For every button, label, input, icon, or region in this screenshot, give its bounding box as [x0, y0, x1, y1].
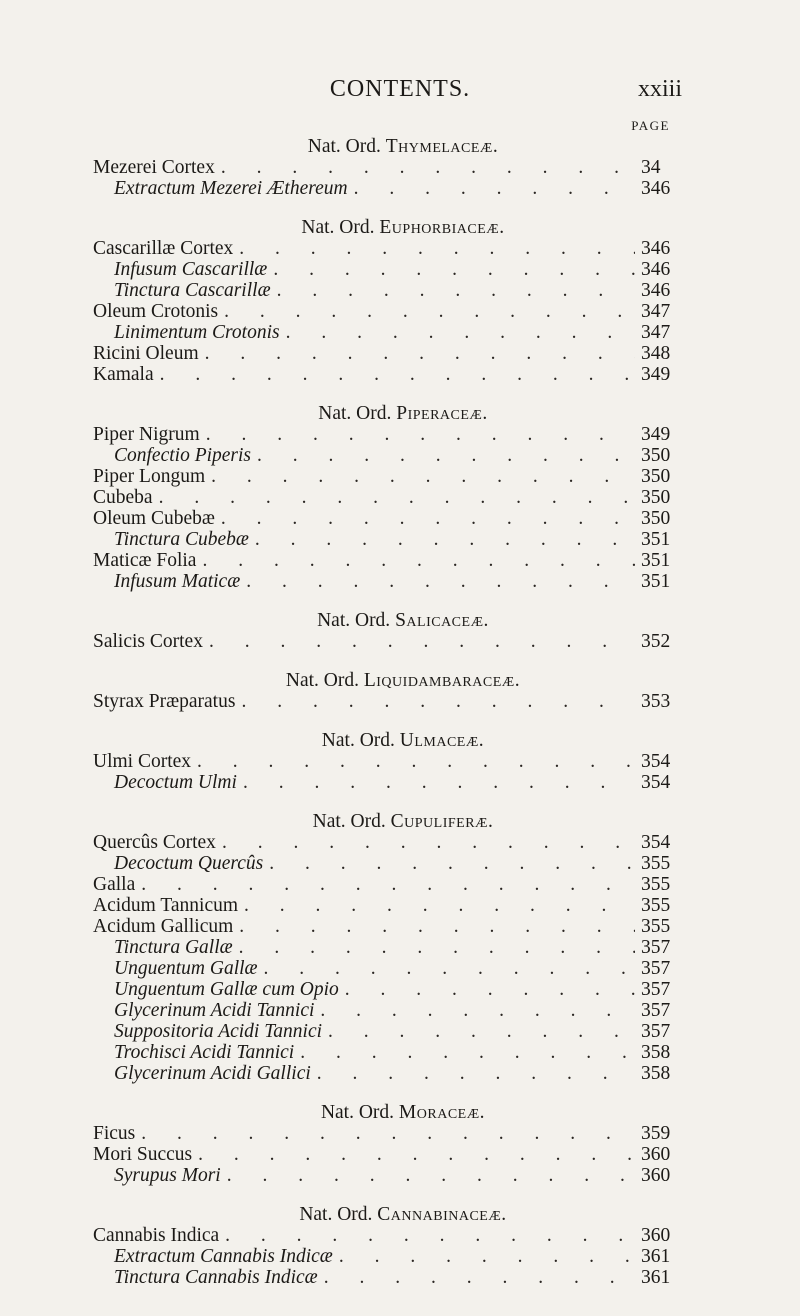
- entry-page-number: 357: [641, 958, 671, 979]
- entry-title: Glycerinum Acidi Gallici: [114, 1063, 311, 1084]
- entry-title: Mori Succus: [93, 1144, 193, 1165]
- section-gap: [93, 592, 683, 610]
- entry-title: Quercûs Cortex: [93, 832, 216, 853]
- section-name: Salicaceæ.: [395, 610, 489, 631]
- entry-page-number: 353: [641, 691, 671, 712]
- dot-leader: [205, 343, 635, 364]
- entry-page-number: 354: [641, 772, 671, 793]
- dot-leader: [241, 691, 635, 712]
- entry-title: Oleum Cubebæ: [93, 508, 215, 529]
- dot-leader: [141, 1123, 635, 1144]
- section-gap: [93, 652, 683, 670]
- section-name: Cupuliferæ.: [390, 811, 494, 832]
- contents-entry[interactable]: [93, 424, 683, 445]
- entry-page-number: 347: [641, 322, 671, 343]
- contents-entry[interactable]: [93, 1225, 683, 1246]
- section-name: Liquidambaraceæ.: [363, 670, 521, 691]
- contents-entry[interactable]: [93, 445, 683, 466]
- contents-entry[interactable]: [93, 832, 683, 853]
- dot-leader: [221, 508, 635, 529]
- entry-page-number: 355: [641, 874, 671, 895]
- entry-title: Confectio Piperis: [114, 445, 252, 466]
- entry-page-number: 348: [641, 343, 671, 364]
- dot-leader: [221, 157, 635, 178]
- contents-entry[interactable]: [93, 571, 683, 592]
- contents-entry[interactable]: [93, 631, 683, 652]
- dot-leader: [339, 1246, 635, 1267]
- entry-page-number: 347: [641, 301, 671, 322]
- entry-title: Oleum Crotonis: [93, 301, 219, 322]
- dot-leader: [246, 571, 635, 592]
- entry-title: Linimentum Crotonis: [114, 322, 280, 343]
- entry-title: Mezerei Cortex: [93, 157, 215, 178]
- entry-page-number: 361: [641, 1267, 671, 1288]
- section-heading: [93, 403, 683, 424]
- dot-leader: [239, 937, 635, 958]
- entry-page-number: 357: [641, 1021, 671, 1042]
- section-gap: [93, 712, 683, 730]
- contents-entry[interactable]: [93, 916, 683, 937]
- dot-leader: [324, 1267, 635, 1288]
- contents-entry[interactable]: [93, 487, 683, 508]
- entry-title: Maticæ Folia: [93, 550, 197, 571]
- entry-title: Infusum Maticæ: [114, 571, 241, 592]
- contents-entry[interactable]: [93, 301, 683, 322]
- dot-leader: [273, 259, 635, 280]
- entry-title: Salicis Cortex: [93, 631, 203, 652]
- entry-page-number: 359: [641, 1123, 671, 1144]
- contents-entry[interactable]: [93, 958, 683, 979]
- contents-entry[interactable]: [93, 751, 683, 772]
- section-heading: [93, 1204, 683, 1225]
- section-heading: [93, 811, 683, 832]
- entry-page-number: 355: [641, 895, 671, 916]
- contents-entry[interactable]: [93, 238, 683, 259]
- section-prefix: Nat. Ord.: [312, 811, 386, 832]
- entry-title: Tinctura Gallæ: [114, 937, 233, 958]
- contents-entry[interactable]: [93, 1021, 683, 1042]
- entry-title: Tinctura Cascarillæ: [114, 280, 271, 301]
- section-gap: [93, 1186, 683, 1204]
- entry-page-number: 351: [641, 550, 671, 571]
- entry-title: Galla: [93, 874, 136, 895]
- contents-entry[interactable]: [93, 979, 683, 1000]
- section-name: Piperaceæ.: [396, 403, 488, 424]
- contents-entry[interactable]: [93, 550, 683, 571]
- contents-entry[interactable]: [93, 874, 683, 895]
- entry-page-number: 350: [641, 466, 671, 487]
- contents-entry[interactable]: [93, 343, 683, 364]
- entry-title: Styrax Præparatus: [93, 691, 236, 712]
- entry-title: Kamala: [93, 364, 154, 385]
- dot-leader: [211, 466, 635, 487]
- entry-title: Trochisci Acidi Tannici: [114, 1042, 295, 1063]
- dot-leader: [160, 364, 635, 385]
- dot-leader: [244, 895, 635, 916]
- dot-leader: [257, 445, 635, 466]
- contents-entry[interactable]: [93, 280, 683, 301]
- dot-leader: [197, 751, 635, 772]
- entry-title: Unguentum Gallæ cum Opio: [114, 979, 339, 1000]
- dot-leader: [239, 238, 635, 259]
- entry-page-number: 350: [641, 445, 671, 466]
- contents-entry[interactable]: [93, 1063, 683, 1084]
- entry-title: Decoctum Quercûs: [114, 853, 264, 874]
- entry-page-number: 346: [641, 259, 671, 280]
- section-prefix: Nat. Ord.: [299, 1204, 373, 1225]
- entry-page-number: 358: [641, 1063, 671, 1084]
- entry-page-number: 358: [641, 1042, 671, 1063]
- contents-entry[interactable]: [93, 1144, 683, 1165]
- section-heading: [93, 1102, 683, 1123]
- dot-leader: [209, 631, 635, 652]
- running-head: [0, 76, 800, 106]
- dot-leader: [300, 1042, 635, 1063]
- entry-page-number: 349: [641, 364, 671, 385]
- section-prefix: Nat. Ord.: [321, 730, 395, 751]
- entry-page-number: 351: [641, 571, 671, 592]
- section-prefix: Nat. Ord.: [285, 670, 359, 691]
- dot-leader: [202, 550, 635, 571]
- entry-page-number: 351: [641, 529, 671, 550]
- contents-entry[interactable]: [93, 178, 683, 199]
- dot-leader: [206, 424, 635, 445]
- entry-title: Cascarillæ Cortex: [93, 238, 234, 259]
- section-heading: [93, 610, 683, 631]
- entry-page-number: 355: [641, 916, 671, 937]
- entry-page-number: 357: [641, 1000, 671, 1021]
- entry-page-number: 354: [641, 832, 671, 853]
- section-name: Thymelaceæ.: [385, 136, 499, 157]
- entry-title: Unguentum Gallæ: [114, 958, 258, 979]
- entry-page-number: 350: [641, 487, 671, 508]
- contents-entry[interactable]: [93, 691, 683, 712]
- contents-entry[interactable]: [93, 937, 683, 958]
- entry-title: Cubeba: [93, 487, 153, 508]
- entry-title: Acidum Tannicum: [93, 895, 239, 916]
- entry-title: Decoctum Ulmi: [114, 772, 237, 793]
- contents-entry[interactable]: [93, 259, 683, 280]
- section-prefix: Nat. Ord.: [320, 1102, 395, 1123]
- entry-title: Syrupus Mori: [114, 1165, 221, 1186]
- entry-title: Piper Nigrum: [93, 424, 200, 445]
- dot-leader: [269, 853, 635, 874]
- entry-title: Extractum Cannabis Indicæ: [114, 1246, 333, 1267]
- entry-page-number: 360: [641, 1144, 671, 1165]
- entry-page-number: 354: [641, 751, 671, 772]
- page-column-label: PAGE: [631, 118, 670, 133]
- entry-page-number: 355: [641, 853, 671, 874]
- dot-leader: [224, 301, 635, 322]
- contents-entry[interactable]: [93, 853, 683, 874]
- contents-entry[interactable]: [93, 1000, 683, 1021]
- page-title: CONTENTS.: [329, 76, 471, 102]
- section-gap: [93, 793, 683, 811]
- section-name: Moraceæ.: [398, 1102, 486, 1123]
- section-heading: [93, 670, 683, 691]
- dot-leader: [222, 832, 635, 853]
- dot-leader: [328, 1021, 635, 1042]
- entry-title: Infusum Cascarillæ: [114, 259, 268, 280]
- dot-leader: [345, 979, 635, 1000]
- contents-entry[interactable]: [93, 895, 683, 916]
- section-prefix: Nat. Ord.: [317, 610, 391, 631]
- contents-entry[interactable]: [93, 1042, 683, 1063]
- contents-list: [93, 136, 683, 1288]
- section-prefix: Nat. Ord.: [318, 403, 392, 424]
- dot-leader: [277, 280, 635, 301]
- dot-leader: [227, 1165, 635, 1186]
- entry-page-number: 360: [641, 1225, 671, 1246]
- dot-leader: [141, 874, 635, 895]
- section-prefix: Nat. Ord.: [307, 136, 381, 157]
- contents-entry[interactable]: [93, 772, 683, 793]
- entry-title: Acidum Gallicum: [93, 916, 234, 937]
- entry-page-number: 34: [641, 157, 661, 178]
- section-name: Cannabinaceæ.: [377, 1204, 507, 1225]
- contents-entry[interactable]: [93, 1267, 683, 1288]
- entry-title: Tinctura Cubebæ: [114, 529, 249, 550]
- entry-title: Tinctura Cannabis Indicæ: [114, 1267, 318, 1288]
- section-gap: [93, 199, 683, 217]
- entry-page-number: 357: [641, 979, 671, 1000]
- entry-page-number: 346: [641, 178, 671, 199]
- section-heading: [93, 217, 683, 238]
- dot-leader: [354, 178, 635, 199]
- entry-page-number: 346: [641, 238, 671, 259]
- dot-leader: [320, 1000, 635, 1021]
- section-name: Euphorbiaceæ.: [379, 217, 505, 238]
- dot-leader: [159, 487, 635, 508]
- entry-title: Ficus: [93, 1123, 136, 1144]
- contents-entry[interactable]: [93, 508, 683, 529]
- entry-page-number: 352: [641, 631, 671, 652]
- entry-title: Ulmi Cortex: [93, 751, 192, 772]
- entry-page-number: 346: [641, 280, 671, 301]
- contents-entry[interactable]: [93, 1123, 683, 1144]
- contents-entry[interactable]: [93, 466, 683, 487]
- entry-page-number: 357: [641, 937, 671, 958]
- page-number: xxiii: [637, 76, 682, 102]
- section-gap: [93, 1084, 683, 1102]
- contents-entry[interactable]: [93, 322, 683, 343]
- section-prefix: Nat. Ord.: [301, 217, 375, 238]
- entry-page-number: 360: [641, 1165, 671, 1186]
- contents-entry[interactable]: [93, 157, 683, 178]
- section-gap: [93, 385, 683, 403]
- dot-leader: [255, 529, 635, 550]
- dot-leader: [239, 916, 635, 937]
- dot-leader: [264, 958, 635, 979]
- dot-leader: [286, 322, 635, 343]
- entry-title: Glycerinum Acidi Tannici: [114, 1000, 315, 1021]
- section-name: Ulmaceæ.: [399, 730, 485, 751]
- contents-entry[interactable]: [93, 1246, 683, 1267]
- section-heading: [93, 730, 683, 751]
- dot-leader: [198, 1144, 635, 1165]
- contents-entry[interactable]: [93, 364, 683, 385]
- entry-title: Extractum Mezerei Æthereum: [114, 178, 348, 199]
- entry-title: Piper Longum: [93, 466, 206, 487]
- entry-page-number: 350: [641, 508, 671, 529]
- entry-title: Cannabis Indica: [93, 1225, 220, 1246]
- dot-leader: [317, 1063, 635, 1084]
- section-heading: [93, 136, 683, 157]
- entry-page-number: 349: [641, 424, 671, 445]
- entry-title: Suppositoria Acidi Tannici: [114, 1021, 323, 1042]
- dot-leader: [243, 772, 635, 793]
- entry-page-number: 361: [641, 1246, 671, 1267]
- dot-leader: [225, 1225, 635, 1246]
- contents-entry[interactable]: [93, 1165, 683, 1186]
- entry-title: Ricini Oleum: [93, 343, 199, 364]
- contents-entry[interactable]: [93, 529, 683, 550]
